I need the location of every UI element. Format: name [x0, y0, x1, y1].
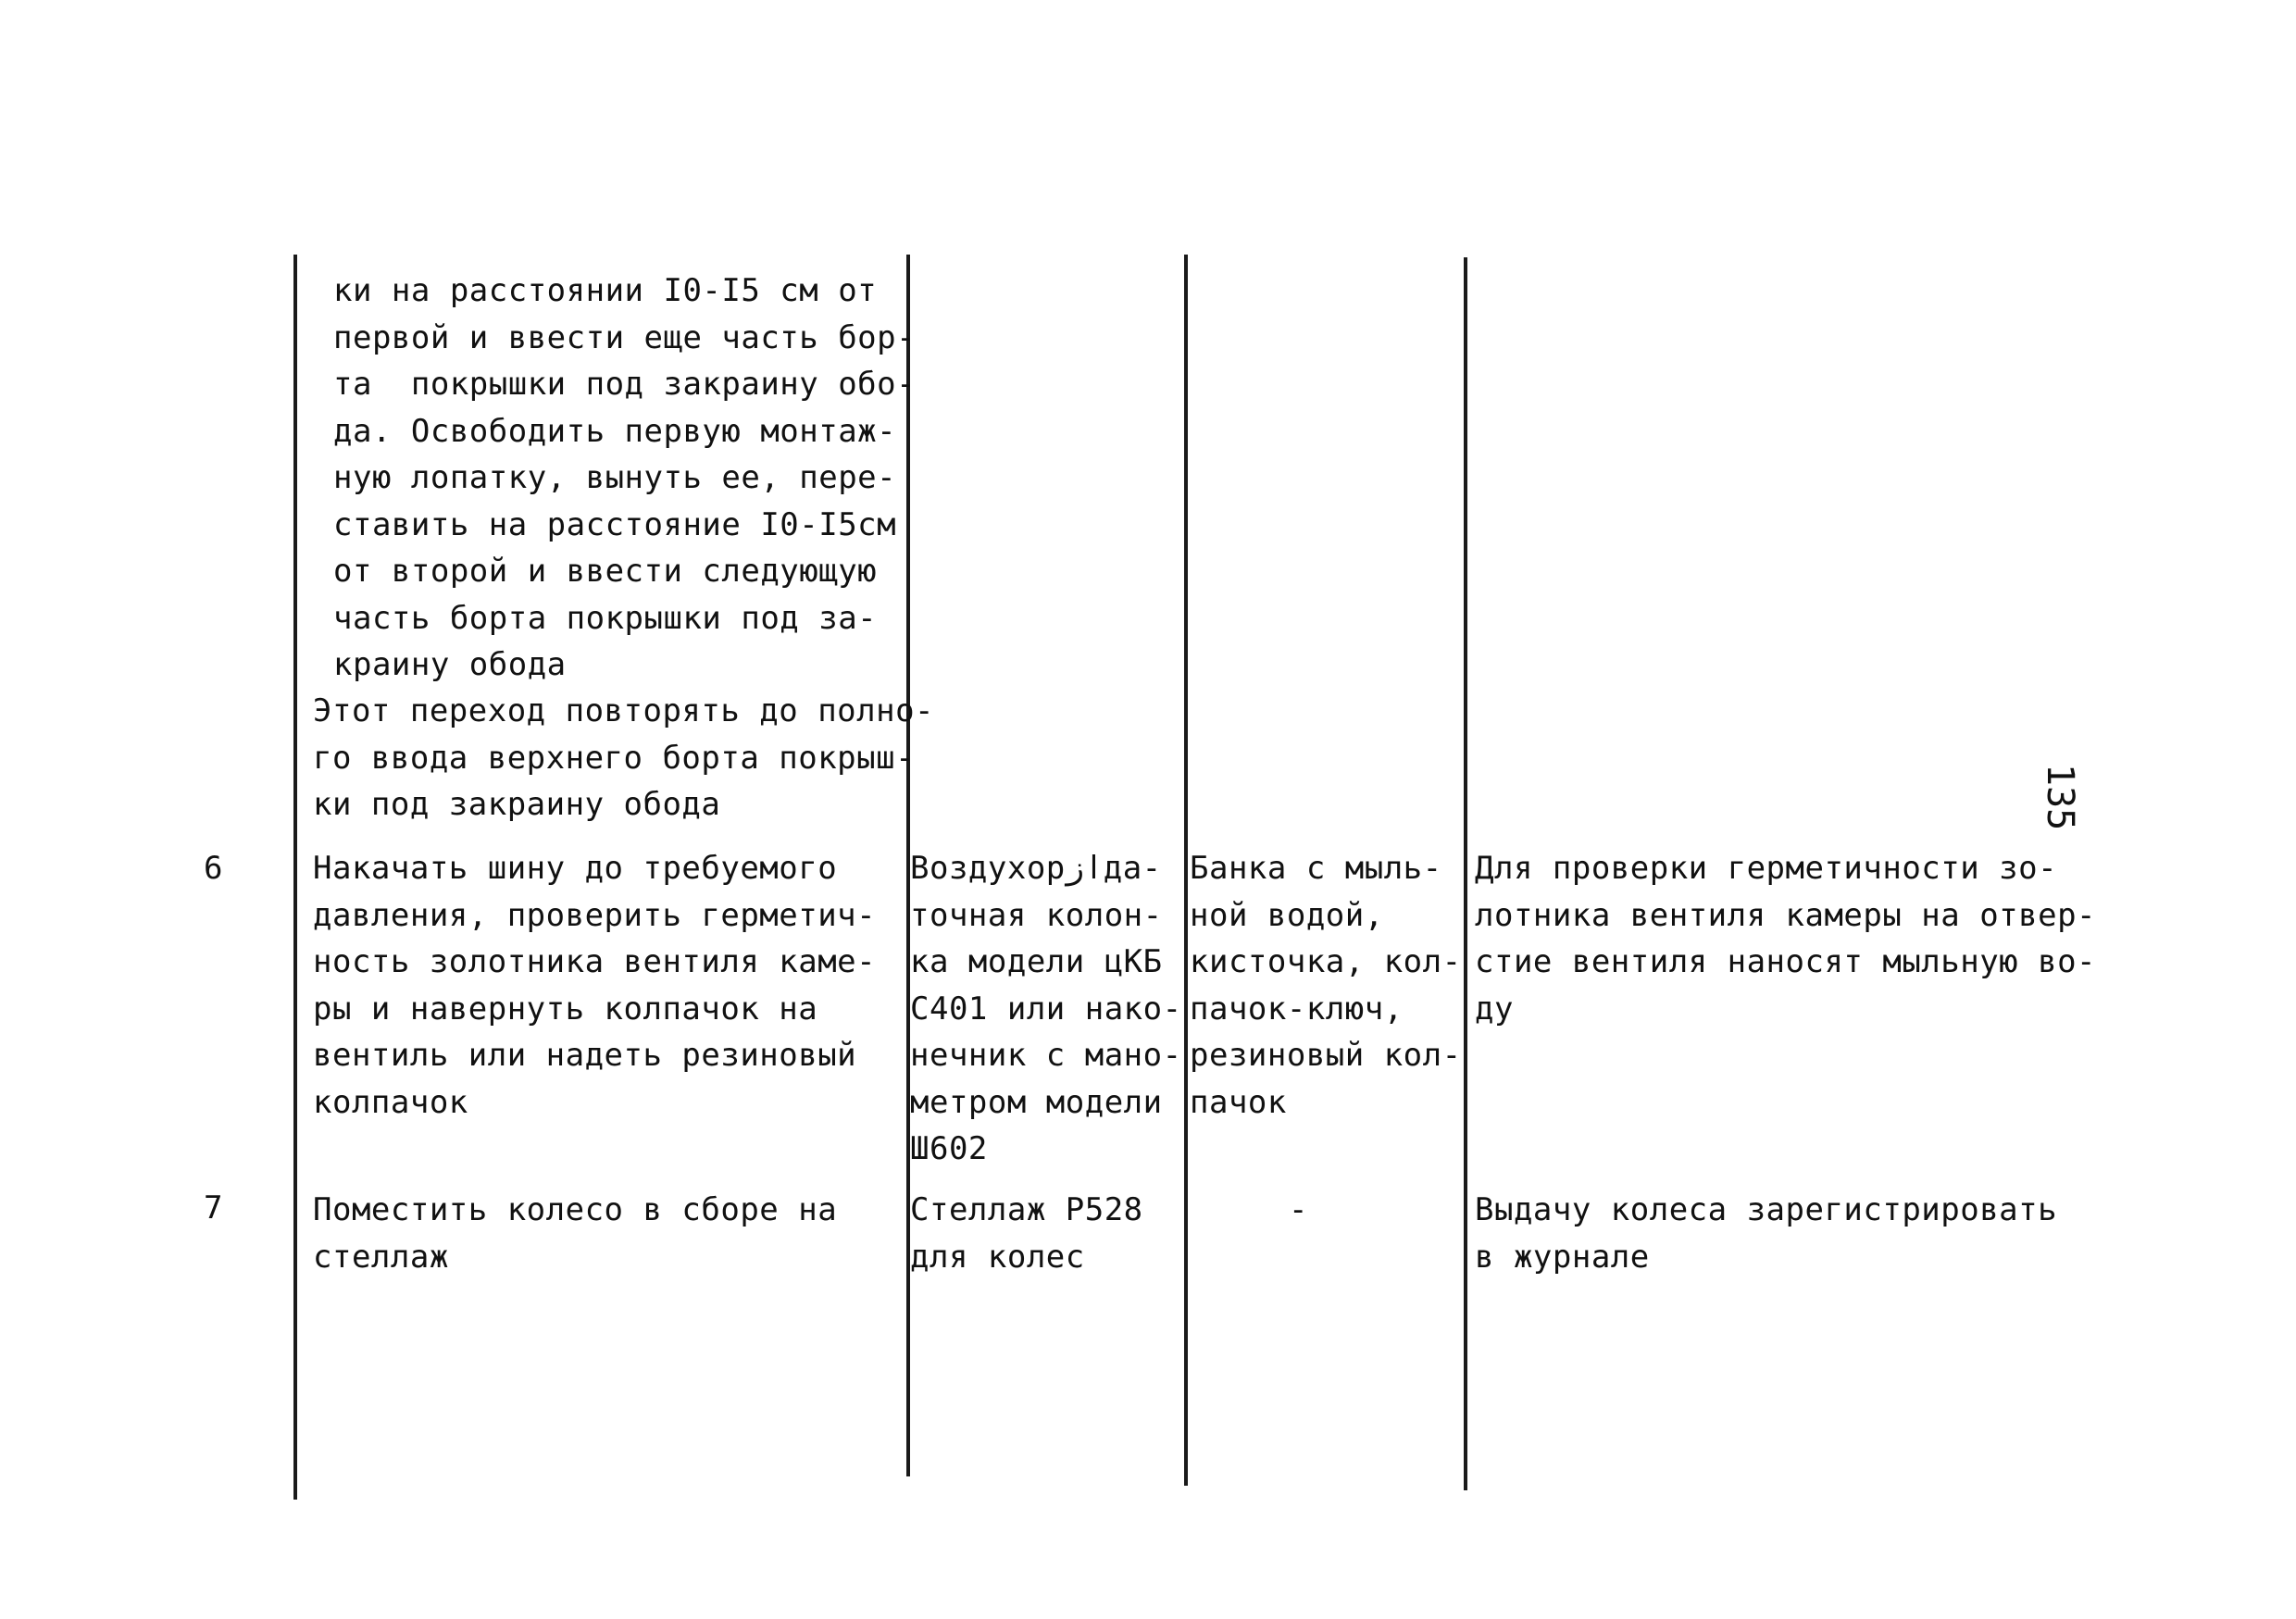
- text-line: Банка с мыль-: [1190, 850, 1442, 887]
- column-rule-1: [293, 255, 297, 1500]
- text-line: Этот переход повторять до полно-: [313, 692, 935, 729]
- text-line: ры и навернуть колпачок на: [313, 990, 818, 1027]
- row-7-equipment: [910, 1187, 1143, 1280]
- text-line: давления, проверить герметич-: [313, 896, 877, 934]
- text-line: Накачать шину до требуемого: [313, 850, 838, 887]
- text-line: Поместить колесо в сборе на: [313, 1191, 838, 1228]
- text-line: точная колон-: [910, 896, 1163, 934]
- text-line: да. Освободить первую монтаж-: [333, 412, 897, 450]
- text-line: ки под закраину обода: [313, 786, 721, 823]
- text-line: та покрышки под закраину обо-: [333, 366, 917, 403]
- text-line: кисточка, кол-: [1190, 943, 1462, 980]
- text-line: метром модели: [910, 1083, 1163, 1121]
- text-line: ной водой,: [1190, 896, 1384, 934]
- column-rule-3: [1184, 255, 1188, 1486]
- text-line: в журнале: [1475, 1238, 1650, 1276]
- row-6-equipment: [910, 845, 1182, 1173]
- text-line: С401 или нако-: [910, 990, 1182, 1027]
- text-line: пачок-ключ,: [1190, 990, 1404, 1027]
- text-line: колпачок: [313, 1083, 468, 1121]
- continuation-repeat-note: [313, 688, 934, 828]
- row-6-tools: [1190, 845, 1462, 1126]
- text-line: стеллаж: [313, 1238, 449, 1276]
- row-6-notes: [1475, 845, 2096, 1032]
- text-line: Для проверки герметичности зо-: [1475, 850, 2058, 887]
- text-line: Ш602: [910, 1130, 988, 1167]
- text-line: часть борта покрышки под за-: [333, 599, 878, 637]
- text-line: ки на расстоянии I0-I5 см от: [333, 272, 878, 309]
- text-line: ную лопатку, вынуть ее, пере-: [333, 459, 897, 496]
- row-7-operation: [313, 1187, 837, 1280]
- text-line: -: [1289, 1191, 1308, 1228]
- row-number: 6: [204, 850, 223, 887]
- text-line: резиновый кол-: [1190, 1037, 1462, 1074]
- text-line: для колес: [910, 1238, 1085, 1276]
- text-line: ду: [1475, 990, 1514, 1027]
- text-line: го ввода верхнего борта покрыш-: [313, 739, 916, 777]
- text-line: ность золотника вентиля каме-: [313, 943, 877, 980]
- row-7-tools: [1289, 1187, 1308, 1234]
- text-line: ставить на расстояние I0-I5см: [333, 505, 897, 543]
- text-line: краину обода: [333, 646, 567, 683]
- column-rule-4: [1464, 257, 1467, 1490]
- text-line: пачок: [1190, 1083, 1287, 1121]
- text-line: Воздухорازда-: [910, 850, 1162, 887]
- text-line: ка модели цКБ: [910, 943, 1163, 980]
- text-line: лотника вентиля камеры на отвер-: [1475, 896, 2097, 934]
- text-line: стие вентиля наносят мыльную во-: [1475, 943, 2097, 980]
- row-number: 7: [204, 1189, 223, 1227]
- text-line: Стеллаж Р528: [910, 1191, 1143, 1228]
- page-number: 135: [2039, 764, 2081, 831]
- text-line: вентиль или надеть резиновый: [313, 1037, 857, 1074]
- text-line: первой и ввести еще часть бор-: [333, 318, 917, 356]
- continuation-operation: [333, 268, 916, 689]
- row-6-operation: [313, 845, 876, 1126]
- text-line: Выдачу колеса зарегистрировать: [1475, 1191, 2058, 1228]
- text-line: от второй и ввести следующую: [333, 553, 878, 590]
- text-line: нечник с мано-: [910, 1037, 1182, 1074]
- row-7-notes: [1475, 1187, 2057, 1280]
